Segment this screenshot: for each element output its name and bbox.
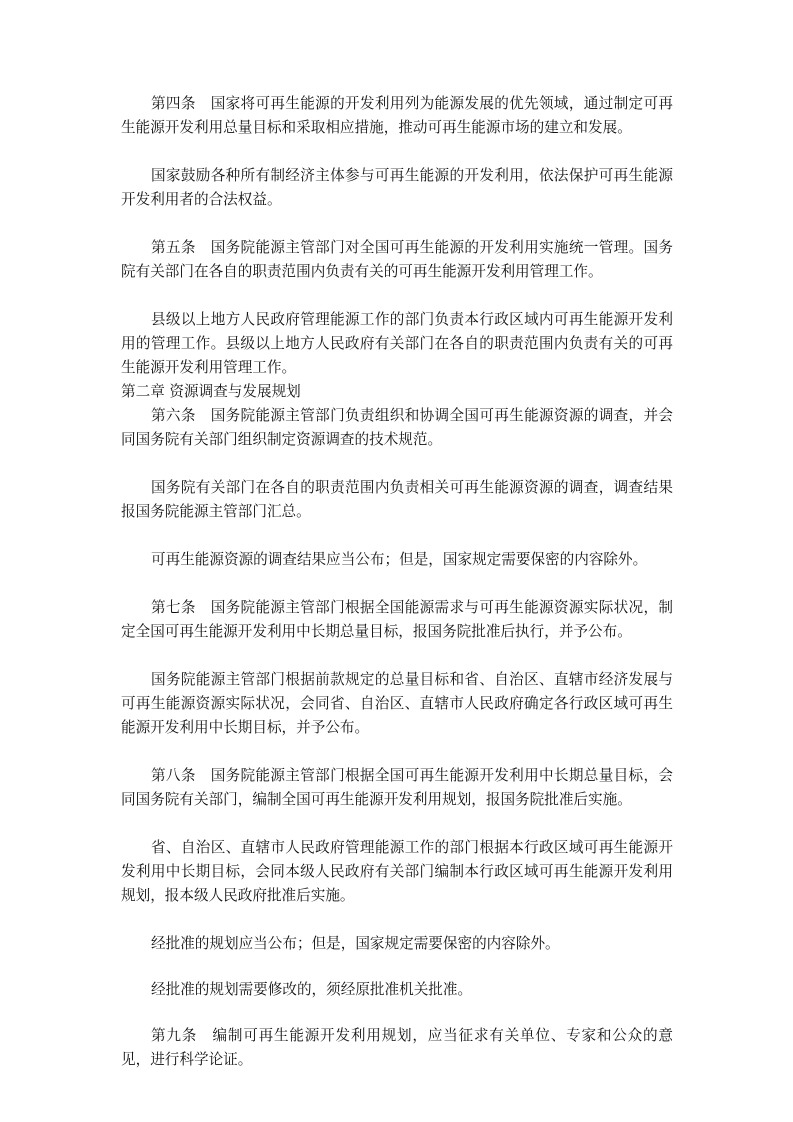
- article-6-paragraph-3: 可再生能源资源的调查结果应当公布；但是，国家规定需要保密的内容除外。: [151, 551, 648, 568]
- article-5-paragraph-2: 县级以上地方人民政府管理能源工作的部门负责本行政区域内可再生能源开发利用的管理工作。县级以上地方人民政府有关部门在各自的职责范围内负责有关的可再生能源开发利用管理工作。: [121, 311, 673, 376]
- article-9-paragraph-1: 第九条 编制可再生能源开发利用规划，应当征求有关单位、专家和公众的意见，进行科学论证。: [121, 1027, 673, 1068]
- article-8-paragraph-2: 省、自治区、直辖市人民政府管理能源工作的部门根据本行政区域可再生能源开发利用中长期目标，会同本级人民政府有关部门编制本行政区域可再生能源开发利用规划，报本级人民政府批准后实施。: [121, 839, 673, 904]
- article-7-paragraph-1: 第七条 国务院能源主管部门根据全国能源需求与可再生能源资源实际状况，制定全国可再生能源开发利用中长期总量目标，报国务院批准后执行，并予公布。: [121, 599, 673, 640]
- document-body: [121, 92, 673, 1096]
- chapter-2-heading: 第二章 资源调查与发展规划: [121, 383, 301, 400]
- article-6-paragraph-1: 第六条 国务院能源主管部门负责组织和协调全国可再生能源资源的调查，并会同国务院有关部门组织制定资源调查的技术规范。: [121, 407, 673, 448]
- article-4-paragraph-1: 第四条 国家将可再生能源的开发利用列为能源发展的优先领域，通过制定可再生能源开发利用总量目标和采取相应措施，推动可再生能源市场的建立和发展。: [121, 95, 673, 136]
- article-6-paragraph-2: 国务院有关部门在各自的职责范围内负责相关可再生能源资源的调查，调查结果报国务院能源主管部门汇总。: [121, 479, 673, 520]
- article-8-paragraph-1: 第八条 国务院能源主管部门根据全国可再生能源开发利用中长期总量目标，会同国务院有关部门，编制全国可再生能源开发利用规划，报国务院批准后实施。: [121, 767, 673, 808]
- article-4-paragraph-2: 国家鼓励各种所有制经济主体参与可再生能源的开发利用，依法保护可再生能源开发利用者的合法权益。: [121, 167, 673, 208]
- article-5-paragraph-1: 第五条 国务院能源主管部门对全国可再生能源的开发利用实施统一管理。国务院有关部门在各自的职责范围内负责有关的可再生能源开发利用管理工作。: [121, 239, 673, 280]
- article-7-paragraph-2: 国务院能源主管部门根据前款规定的总量目标和省、自治区、直辖市经济发展与可再生能源资源实际状况，会同省、自治区、直辖市人民政府确定各行政区域可再生能源开发利用中长期目标，并予公布。: [121, 671, 673, 736]
- article-8-paragraph-3: 经批准的规划应当公布；但是，国家规定需要保密的内容除外。: [151, 935, 560, 952]
- article-8-paragraph-4: 经批准的规划需要修改的，须经原批准机关批准。: [151, 981, 473, 998]
